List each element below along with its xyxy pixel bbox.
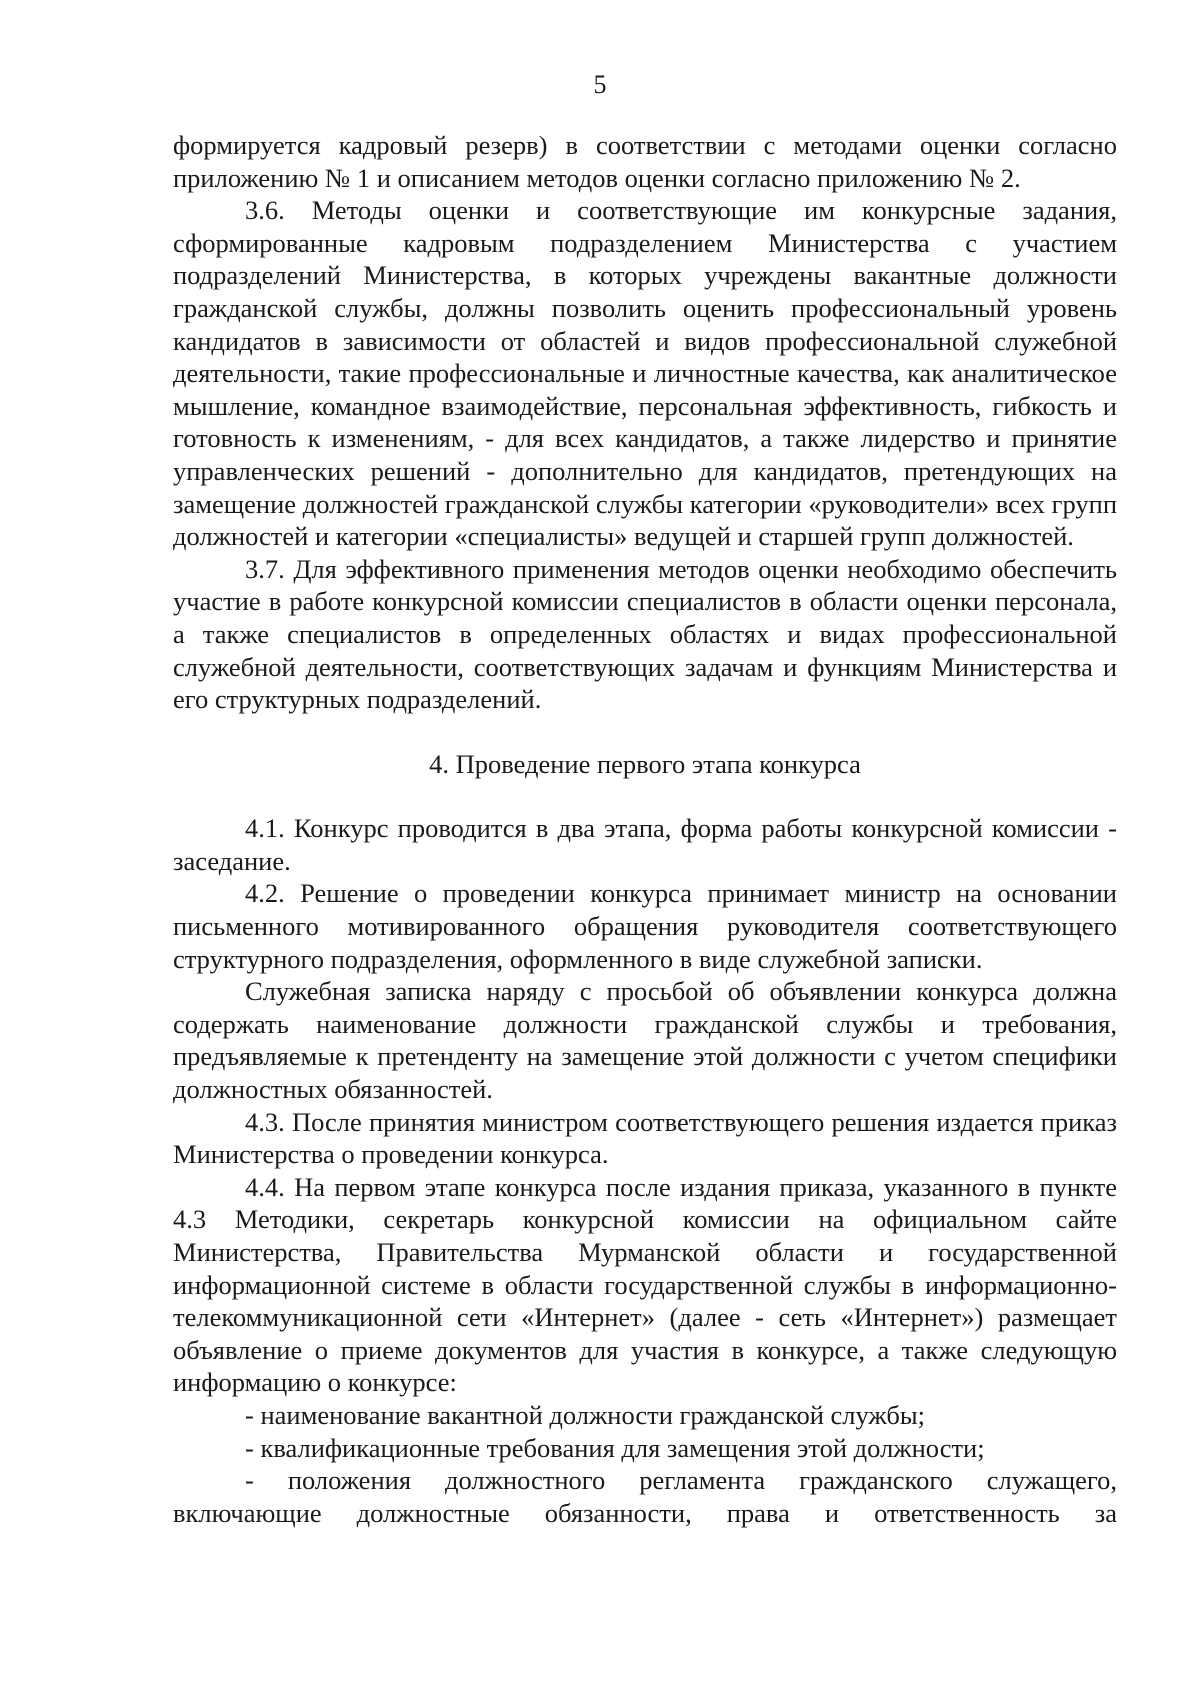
paragraph-4-2: 4.2. Решение о проведении конкурса принимает министр на основании письменного мотивированного обращения руководителя соответствующего структурного подразделения, оформленного в виде служебной записки. <box>173 878 1117 974</box>
document-body <box>173 129 1117 1529</box>
paragraph-3-6: 3.6. Методы оценки и соответствующие им конкурсные задания, сформированные кадровым подразделением Министерства с участием подразделений Министерства, в которых учреждены вакантные должности гражданской службы, должны позволить оценить профессиональный уровень кандидатов в зависимости от областей и видов профессиональной служебной деятельности, такие профессиональные и личностные качества, как аналитическое мышление, командное взаимодействие, персональная эффективность, гибкость и готовность к изменениям, - для всех кандидатов, а также лидерство и принятие управленческих решений - дополнительно для кандидатов, претендующих на замещение должностей гражданской службы категории «руководители» всех групп должностей и категории «специалисты» ведущей и старшей групп должностей. <box>173 195 1117 552</box>
page-number: 5 <box>593 70 607 99</box>
paragraph-4-1: 4.1. Конкурс проводится в два этапа, форма работы конкурсной комиссии - заседание. <box>173 813 1117 876</box>
list-item-qualification: - квалификационные требования для замещения этой должности; <box>245 1432 985 1463</box>
paragraph-memo: Служебная записка наряду с просьбой об объявлении конкурса должна содержать наименование должности гражданской службы и требования, предъявляемые к претенденту на замещение этой должности с учетом специфики должностных обязанностей. <box>173 976 1117 1105</box>
section-heading: 4. Проведение первого этапа конкурса <box>429 748 861 779</box>
list-item-regulations: - положения должностного регламента гражданского служащего, включающие должностные обязанности, права и ответственность за <box>173 1465 1117 1528</box>
paragraph-4-4: 4.4. На первом этапе конкурса после издания приказа, указанного в пункте 4.3 Методики, секретарь конкурсной комиссии на официальном сайте Министерства, Правительства Мурманской области и государственной информационной системе в области государственной службы в информационно-телекоммуникационной сети «Интернет» (далее - сеть «Интернет») размещает объявление о приеме документов для участия в конкурсе, а также следующую информацию о конкурсе: <box>173 1171 1117 1398</box>
list-item-vacancy-name: - наименование вакантной должности гражданской службы; <box>245 1399 925 1430</box>
paragraph-4-3: 4.3. После принятия министром соответствующего решения издается приказ Министерства о проведении конкурса. <box>173 1106 1117 1170</box>
paragraph-3-7: 3.7. Для эффективного применения методов оценки необходимо обеспечить участие в работе конкурсной комиссии специалистов в области оценки персонала, а также специалистов в определенных областях и видах профессиональной служебной деятельности, соответствующих задачам и функциям Министерства и его структурных подразделений. <box>173 553 1117 715</box>
paragraph-continuation: формируется кадровый резерв) в соответствии с методами оценки согласно приложению № 1 и описанием методов оценки согласно приложению № 2. <box>173 130 1117 193</box>
